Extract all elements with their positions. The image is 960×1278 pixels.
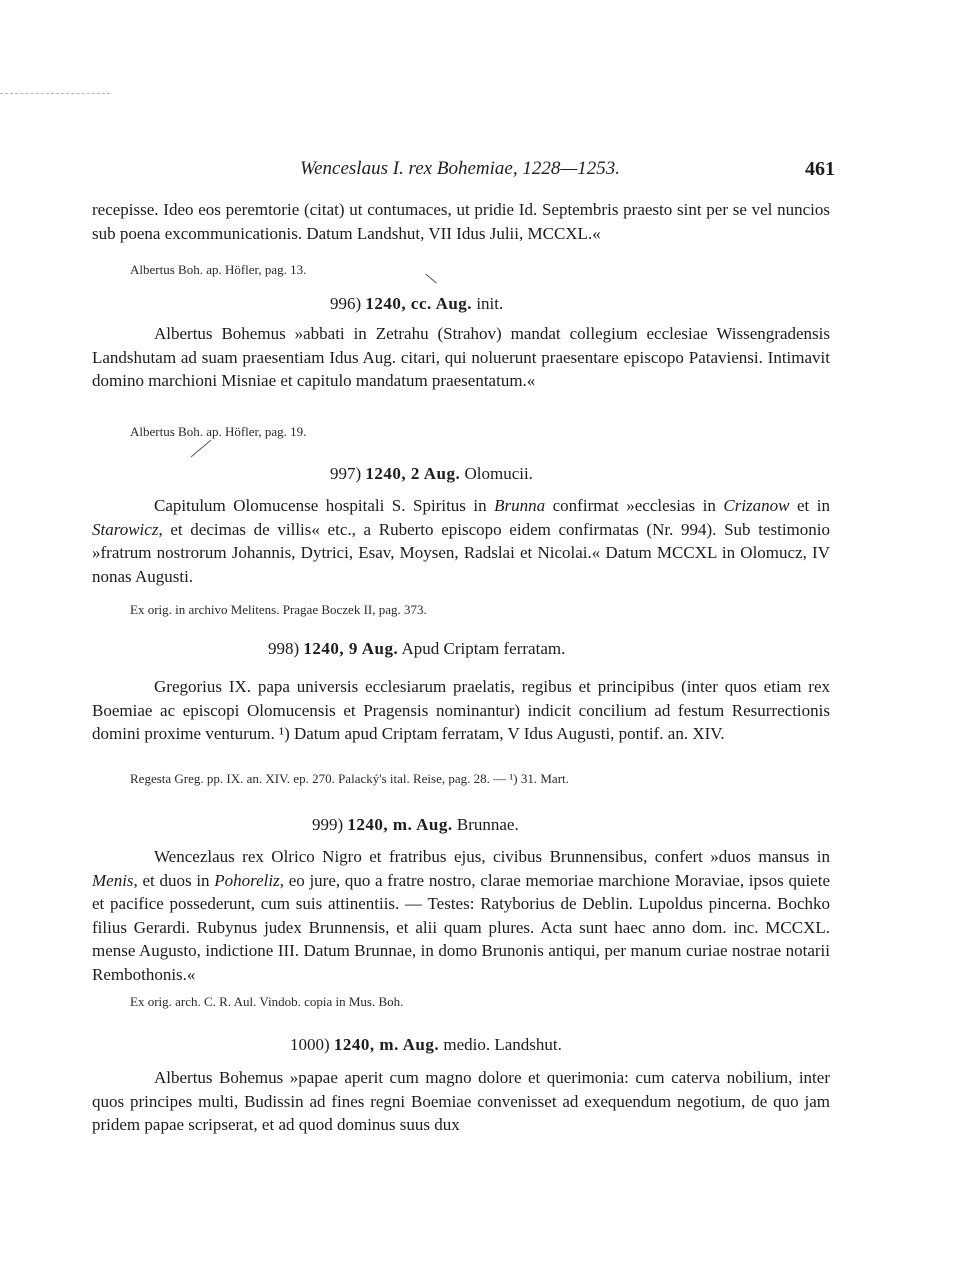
entry-996-number: 996) (330, 294, 362, 313)
entry-997-source: Ex orig. in archivo Melitens. Pragae Boczek II, pag. 373. (130, 602, 427, 617)
pen-mark (191, 440, 212, 457)
intro-source: Albertus Boh. ap. Höfler, pag. 13. (130, 262, 307, 277)
entry-999-source: Ex orig. arch. C. R. Aul. Vindob. copia in Mus. Boh. (130, 994, 404, 1009)
entry-998-number: 998) (268, 639, 300, 658)
entry-996-heading (330, 294, 503, 314)
entry-996-date: 1240, cc. Aug. (365, 294, 473, 313)
entry-996-text: Albertus Bohemus »abbati in Zetrahu (Strahov) mandat collegium ecclesiae Wissengradensis Landshutam ad suam praesentiam Idus Aug. citari, qui noluerunt praesentare episcopo Pataviensi. Intimavit domino marchioni Misniae et capitulo mandatum praesentatum.« (92, 324, 830, 390)
page-number: 461 (805, 158, 835, 180)
entry-996-source: Albertus Boh. ap. Höfler, pag. 19. (130, 424, 307, 439)
entry-998-text: Gregorius IX. papa universis ecclesiarum praelatis, regibus et principibus (inter quos etiam rex Boemiae ac episcopi Olomucensis et Pragensis nominantur) indicit concilium ad festum Resurrectionis domini proxime venturum. ¹) Datum apud Criptam ferratam, V Idus Augusti, pontif. an. XIV. (92, 677, 830, 743)
entry-997-place: Olomucii. (464, 464, 533, 483)
entry-998-place: Apud Criptam ferratam. (401, 639, 566, 658)
scan-artifact (0, 93, 110, 94)
entry-1000-heading (290, 1035, 562, 1055)
intro-paragraph: recepisse. Ideo eos peremtorie (citat) ut contumaces, ut pridie Id. Septembris praesto sint per se vel nuncios sub poena excommunicationis. Datum Landshut, VII Idus Julii, MCCXL.« (92, 200, 830, 243)
entry-999-heading (312, 815, 519, 835)
entry-1000-date: 1240, m. Aug. (333, 1035, 440, 1054)
entry-998-date: 1240, 9 Aug. (303, 639, 399, 658)
entry-1000-text: Albertus Bohemus »papae aperit cum magno dolore et querimonia: cum caterva nobilium, inter quos principes multi, Budissin ad fines regni Boemiae convenisset ad exequendum negotium, de quo jam pridem papae scripserat, et ad quod dominus suus dux (92, 1068, 830, 1134)
entry-999-place: Brunnae. (456, 815, 519, 834)
entry-1000-place: medio. Landshut. (443, 1035, 562, 1054)
entry-996-place: init. (476, 294, 504, 313)
entry-998-heading (268, 639, 565, 659)
entry-997-text: Capitulum Olomucense hospitali S. Spiritus in Brunna confirmat »ecclesias in Crizanow et in Starowicz, et decimas de villis« etc., a Ruberto episcopo eidem confirmatas (Nr. 994). Sub testimonio »fratrum nostrorum Johannis, Dytrici, Esav, Moysen, Radslai et Nicolai.« Datum MCCXL in Olomucz, IV nonas Augusti. (92, 496, 830, 586)
entry-999-date: 1240, m. Aug. (347, 815, 453, 834)
entry-998-source: Regesta Greg. pp. IX. an. XIV. ep. 270. Palacký's ital. Reise, pag. 28. — ¹) 31. Mart. (130, 771, 569, 786)
entry-999-number: 999) (312, 815, 344, 834)
entry-999-text: Wencezlaus rex Olrico Nigro et fratribus ejus, civibus Brunnensibus, confert »duos mansus in Menis, et duos in Pohoreliz, eo jure, quo a fratre nostro, clarae memoriae marchione Moraviae, ipsos quiete et pacifice possederunt, cum suis attinentiis. — Testes: Ratyborius de Deblin. Lupoldus pincerna. Bochko filius Gerardi. Rubynus judex Brunnensis, et alii quam plures. Acta sunt haec anno dom. inc. MCCXL. mense Augusto, indictione III. Datum Brunnae, in domo Brunonis antiqui, per manum curiae nostrae notarii Rembothonis.« (92, 847, 830, 984)
entry-997-heading (330, 464, 533, 484)
entry-997-date: 1240, 2 Aug. (365, 464, 461, 483)
entry-1000-number: 1000) (290, 1035, 330, 1054)
pen-mark (425, 274, 436, 284)
running-title: Wenceslaus I. rex Bohemiae, 1228—1253. (300, 158, 620, 179)
entry-997-number: 997) (330, 464, 362, 483)
